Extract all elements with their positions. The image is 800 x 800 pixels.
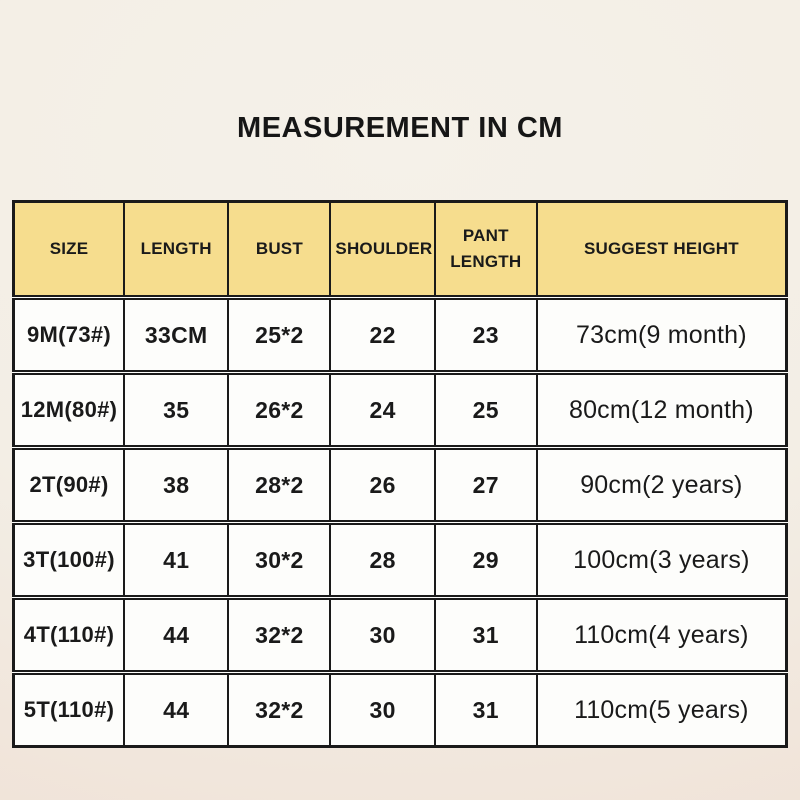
column-header-length: LENGTH (124, 202, 228, 298)
cell-size: 9M(73#) (14, 298, 125, 373)
cell-shoulder: 30 (330, 598, 434, 673)
cell-pant-length: 23 (435, 298, 537, 373)
table-header (14, 202, 787, 298)
cell-pant-length: 27 (435, 448, 537, 523)
cell-suggest-height: 100cm(3 years) (537, 523, 787, 598)
cell-length: 38 (124, 448, 228, 523)
cell-shoulder: 22 (330, 298, 434, 373)
column-header-bust: BUST (228, 202, 330, 298)
cell-shoulder: 30 (330, 673, 434, 747)
cell-bust: 30*2 (228, 523, 330, 598)
cell-size: 5T(110#) (14, 673, 125, 747)
cell-size: 12M(80#) (14, 373, 125, 448)
cell-bust: 32*2 (228, 673, 330, 747)
table-row (14, 448, 787, 523)
cell-shoulder: 28 (330, 523, 434, 598)
table-row (14, 298, 787, 373)
cell-bust: 25*2 (228, 298, 330, 373)
cell-size: 3T(100#) (14, 523, 125, 598)
column-header-suggest-height: SUGGEST HEIGHT (537, 202, 787, 298)
cell-suggest-height: 110cm(5 years) (537, 673, 787, 747)
cell-pant-length: 31 (435, 673, 537, 747)
table-row (14, 673, 787, 747)
table-row (14, 598, 787, 673)
cell-length: 33CM (124, 298, 228, 373)
cell-size: 4T(110#) (14, 598, 125, 673)
cell-pant-length: 29 (435, 523, 537, 598)
cell-bust: 28*2 (228, 448, 330, 523)
cell-suggest-height: 73cm(9 month) (537, 298, 787, 373)
cell-bust: 26*2 (228, 373, 330, 448)
cell-length: 44 (124, 598, 228, 673)
cell-pant-length: 31 (435, 598, 537, 673)
measurement-table (12, 200, 788, 748)
cell-length: 41 (124, 523, 228, 598)
cell-suggest-height: 80cm(12 month) (537, 373, 787, 448)
table-body (14, 298, 787, 747)
cell-length: 44 (124, 673, 228, 747)
page-title: MEASUREMENT IN CM (237, 112, 563, 144)
table-row (14, 523, 787, 598)
column-header-size: SIZE (14, 202, 125, 298)
cell-suggest-height: 90cm(2 years) (537, 448, 787, 523)
cell-pant-length: 25 (435, 373, 537, 448)
column-header-pant-length: PANT LENGTH (435, 202, 537, 298)
cell-length: 35 (124, 373, 228, 448)
table-row (14, 373, 787, 448)
cell-size: 2T(90#) (14, 448, 125, 523)
header-row (14, 202, 787, 298)
cell-bust: 32*2 (228, 598, 330, 673)
column-header-shoulder: SHOULDER (330, 202, 434, 298)
cell-shoulder: 26 (330, 448, 434, 523)
cell-shoulder: 24 (330, 373, 434, 448)
cell-suggest-height: 110cm(4 years) (537, 598, 787, 673)
